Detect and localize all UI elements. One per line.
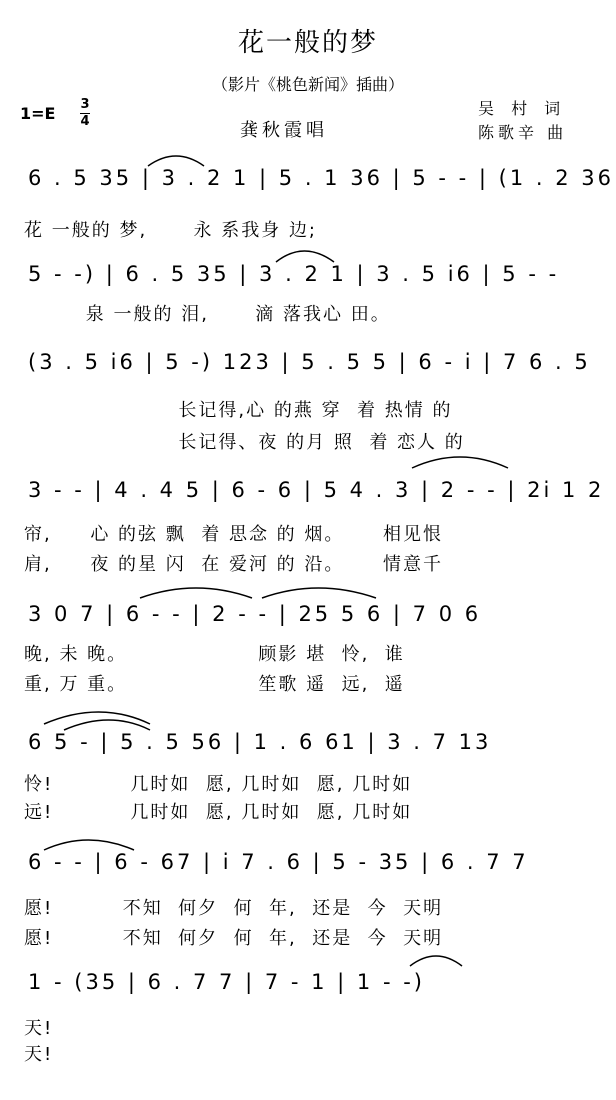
notation-line: 6 - - | 6 - 67 | i 7 . 6 | 5 - 35 | 6 . 7 7 — [28, 850, 529, 874]
lyric-line: 愿! 不知 何夕 何 年, 还是 今 天明 — [24, 898, 444, 919]
lyric-line: 长记得、夜 的月 照 着 恋人 的 — [24, 432, 465, 453]
singer-credit: 龚秋霞唱 — [240, 120, 328, 141]
notation-line: 3 0 7 | 6 - - | 2 - - | 25 5 6 | 7 0 6 — [28, 602, 482, 626]
notation-line: 1 - (35 | 6 . 7 7 | 7 - 1 | 1 - -) — [28, 970, 425, 994]
score-system-3 — [0, 350, 616, 453]
lyric-line: 花 一般的 梦, 永 系我身 边; — [24, 220, 318, 241]
score-system-7 — [0, 850, 616, 950]
lyric-line: 愿! 不知 何夕 何 年, 还是 今 天明 — [24, 928, 444, 949]
lyric-line: 远! 几时如 愿, 几时如 愿, 几时如 — [24, 802, 413, 823]
notation-line: 3 - - | 4 . 4 5 | 6 - 6 | 5 4 . 3 | 2 - - | 2i 1 2 — [28, 478, 605, 502]
score-system-6 — [0, 730, 616, 830]
song-title: 花一般的梦 — [237, 28, 378, 58]
composer-credit: 陈歌辛 曲 — [478, 123, 568, 142]
lyric-line: 天! — [24, 1044, 54, 1065]
lyric-line: 怜! 几时如 愿, 几时如 愿, 几时如 — [24, 774, 413, 795]
time-signature-bottom: 4 — [80, 114, 90, 129]
song-subtitle: （影片《桃色新闻》插曲） — [211, 75, 404, 94]
key-signature: 1=E — [20, 104, 56, 123]
notation-line: 6 5 - | 5 . 5 56 | 1 . 6 61 | 3 . 7 13 — [28, 730, 492, 754]
score-system-8 — [0, 970, 616, 1070]
score-system-5 — [0, 602, 616, 702]
lyric-line: 重, 万 重。 笙歌 遥 远, 遥 — [24, 674, 405, 695]
lyricist-credit: 吴 村 词 — [478, 99, 567, 118]
lyric-line: 帘, 心 的弦 飘 着 思念 的 烟。 相见恨 — [24, 524, 443, 545]
lyric-line: 天! — [24, 1018, 54, 1039]
score-system-1 — [0, 166, 616, 256]
lyric-line: 晚, 未 晚。 顾影 堪 怜, 谁 — [24, 644, 405, 665]
lyric-line: 肩, 夜 的星 闪 在 爱河 的 沿。 情意千 — [24, 554, 443, 575]
notation-line: 6 . 5 35 | 3 . 2 1 | 5 . 1 36 | 5 - - | (1 . 2 36 — [28, 166, 614, 190]
score-system-4 — [0, 478, 616, 578]
score-system-2 — [0, 262, 616, 342]
lyric-line: 长记得,心 的燕 穿 着 热情 的 — [24, 400, 453, 421]
lyric-line: 泉 一般的 泪, 滴 落我心 田。 — [24, 304, 391, 325]
notation-line: (3 . 5 i6 | 5 -) 123 | 5 . 5 5 | 6 - i | 7 6 . 5 — [28, 350, 591, 374]
time-signature — [80, 98, 90, 129]
notation-line: 5 - -) | 6 . 5 35 | 3 . 2 1 | 3 . 5 i6 | 5 - - — [28, 262, 560, 286]
time-signature-top: 3 — [80, 97, 90, 112]
